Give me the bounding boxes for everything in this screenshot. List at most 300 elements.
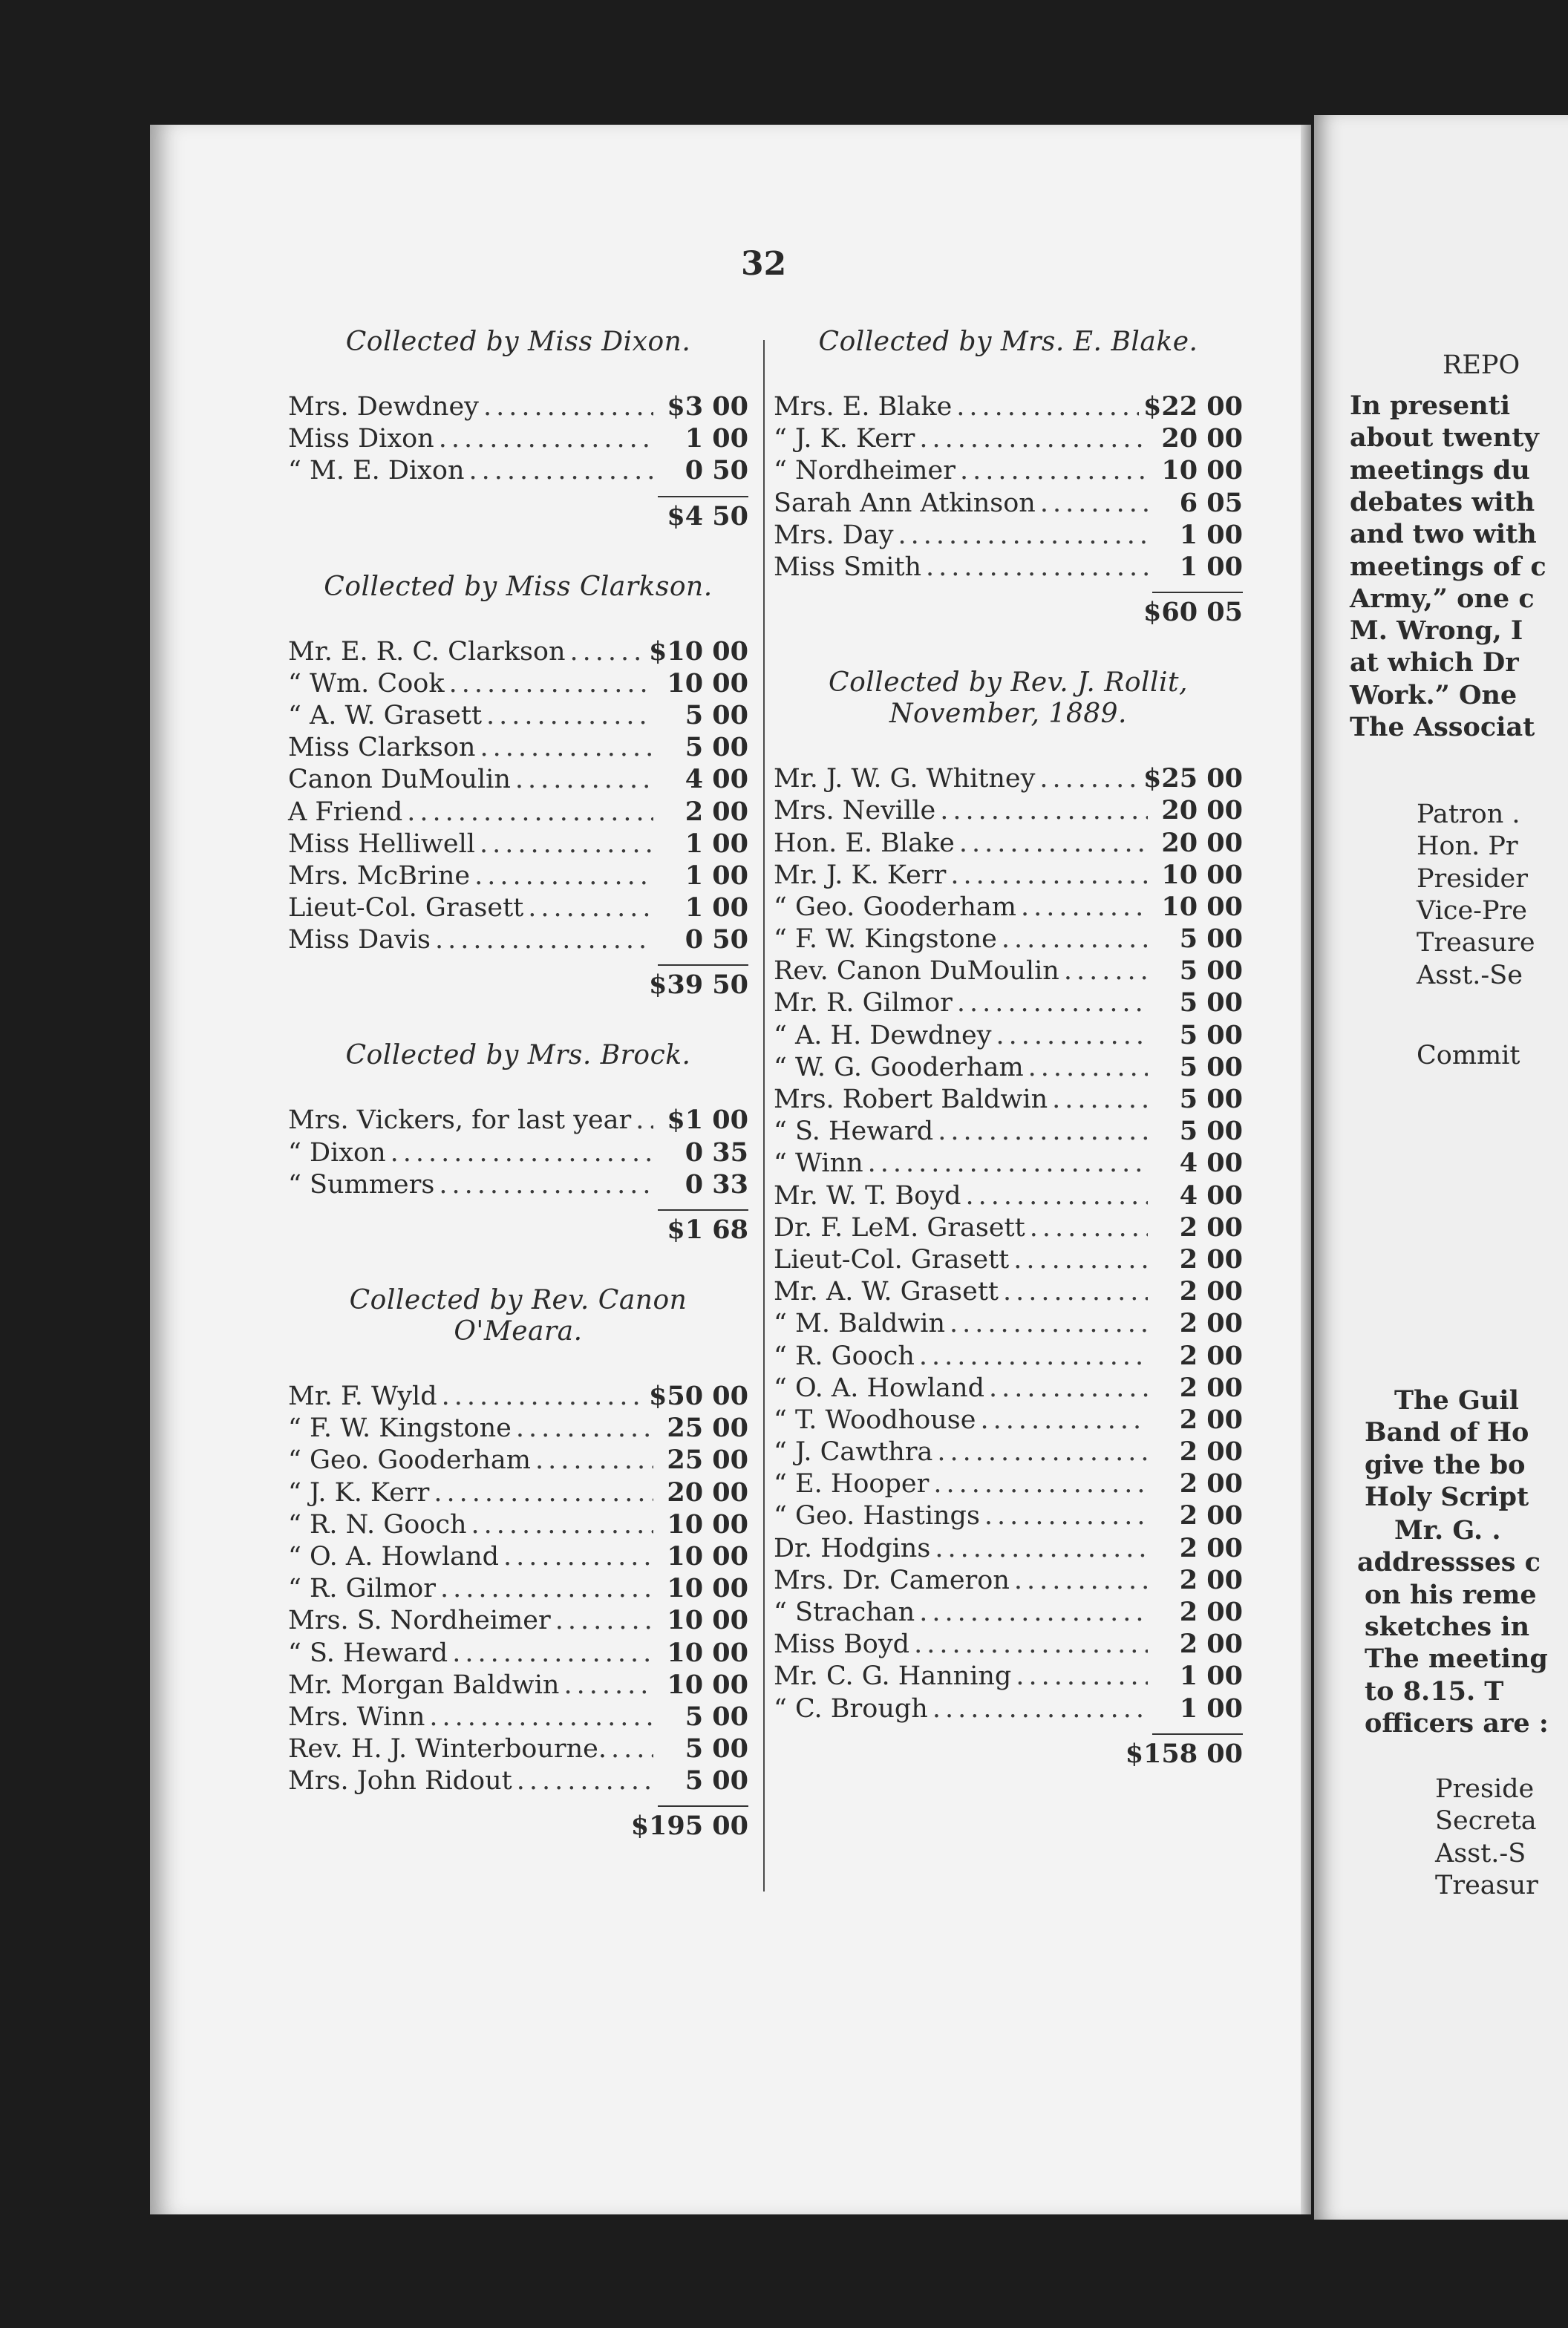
donor-name: Mrs. John Ridout — [288, 1766, 512, 1796]
dot-leader — [439, 423, 653, 455]
dot-leader — [1014, 1565, 1148, 1597]
donor-name: Mrs. S. Nordheimer — [288, 1606, 551, 1636]
dot-leader — [932, 1693, 1148, 1725]
donor-name: “ M. Baldwin — [774, 1309, 945, 1339]
dot-leader — [486, 700, 653, 732]
donation-amount: 10 00 — [667, 1669, 748, 1700]
donor-name: Rev. Canon DuMoulin — [774, 956, 1059, 987]
dot-leader — [960, 455, 1148, 487]
right-page-text-line: M. Wrong, I — [1350, 615, 1523, 646]
right-page-text-line: Asst.-Se — [1417, 961, 1523, 990]
donor-name: “ J. K. Kerr — [774, 424, 915, 454]
donation-amount: 4 00 — [1179, 1180, 1243, 1211]
right-page-text-line: debates with — [1350, 487, 1535, 517]
collection-section — [774, 327, 1243, 667]
list-item — [774, 762, 1243, 794]
list-item — [774, 1436, 1243, 1468]
dot-leader — [517, 1765, 653, 1797]
total-rule — [774, 1724, 1243, 1738]
right-page-text-line: Treasure — [1417, 928, 1535, 958]
dot-leader — [959, 828, 1148, 860]
dot-leader — [1002, 923, 1148, 955]
dot-leader — [919, 1341, 1148, 1373]
list-item — [774, 1083, 1243, 1115]
donation-amount: 5 00 — [1179, 1116, 1243, 1147]
dot-leader — [435, 924, 653, 956]
list-item — [774, 1596, 1243, 1628]
list-item — [774, 1340, 1243, 1372]
donor-name: “ O. A. Howland — [774, 1373, 984, 1403]
list-item — [288, 731, 748, 763]
right-page-text-line: meetings du — [1350, 455, 1530, 485]
donation-amount: 10 00 — [1161, 891, 1243, 922]
donation-amount: 10 00 — [667, 1573, 748, 1604]
list-item — [288, 454, 748, 486]
list-item — [774, 1307, 1243, 1339]
donation-amount: 1 00 — [1179, 551, 1243, 582]
dot-leader — [996, 1020, 1148, 1052]
donation-amount: 4 00 — [1179, 1148, 1243, 1179]
dot-leader — [966, 1180, 1148, 1212]
dot-leader — [1040, 488, 1148, 520]
dot-leader — [483, 391, 653, 423]
donation-amount: 2 00 — [1179, 1308, 1243, 1339]
donation-amount: 25 00 — [667, 1445, 748, 1476]
donor-name: “ Winn — [774, 1148, 863, 1179]
dot-leader — [611, 1733, 653, 1765]
list-item — [288, 1637, 748, 1669]
list-item — [774, 1500, 1243, 1531]
right-page-text-line: Vice-Pre — [1417, 896, 1527, 926]
dot-leader — [1013, 1244, 1148, 1276]
dot-leader — [407, 797, 653, 828]
donor-name: “ J. Cawthra — [774, 1437, 933, 1468]
donation-amount: 5 00 — [1179, 1051, 1243, 1082]
right-page-text-line: Work.” One — [1350, 680, 1518, 710]
list-item — [774, 519, 1243, 551]
donor-name: Mrs. McBrine — [288, 860, 471, 891]
list-item — [774, 551, 1243, 583]
donor-name: Mr. F. Wyld — [288, 1382, 437, 1411]
dot-leader — [555, 1605, 653, 1637]
dot-leader — [528, 892, 653, 924]
donation-amount: 2 00 — [1179, 1629, 1243, 1660]
donor-name: Lieut-Col. Grasett — [288, 893, 524, 923]
list-item — [774, 794, 1243, 826]
collection-section — [288, 327, 748, 572]
donor-name: “ J. K. Kerr — [288, 1477, 430, 1508]
list-item — [288, 1669, 748, 1701]
donor-name: “ A. W. Grasett — [288, 700, 483, 730]
donor-name: “ Wm. Cook — [288, 668, 445, 699]
list-item — [774, 422, 1243, 454]
total-rule — [288, 955, 748, 969]
donation-amount: 0 35 — [685, 1137, 748, 1168]
donor-name: “ W. G. Gooderham — [774, 1052, 1024, 1082]
right-page-text-line: REPO — [1443, 350, 1520, 380]
donation-amount: 2 00 — [1179, 1500, 1243, 1531]
donation-amount: 20 00 — [667, 1477, 748, 1508]
donor-name: Mr. R. Gilmor — [774, 988, 953, 1018]
dot-leader — [480, 828, 653, 860]
donation-amount: 2 00 — [1179, 1372, 1243, 1403]
list-item — [288, 1604, 748, 1636]
donor-name: Lieut-Col. Grasett — [774, 1244, 1010, 1275]
donor-name: Hon. E. Blake — [774, 828, 955, 858]
donor-name: “ Dixon — [288, 1137, 386, 1168]
donor-name: Miss Davis — [288, 925, 431, 955]
total-rule — [288, 487, 748, 500]
dot-leader — [1052, 1084, 1148, 1116]
donor-name: Mrs. Day — [774, 520, 894, 550]
list-item — [774, 1628, 1243, 1660]
donor-name: Dr. F. LeM. Grasett — [774, 1212, 1025, 1243]
donor-name: “ Geo. Gooderham — [288, 1445, 531, 1476]
dot-leader — [937, 1436, 1148, 1468]
list-item — [288, 1508, 748, 1540]
donor-name: Mrs. E. Blake — [774, 392, 953, 422]
donation-amount: 2 00 — [1179, 1340, 1243, 1371]
total-rule — [288, 1796, 748, 1810]
donation-amount: 25 00 — [667, 1413, 748, 1444]
dot-leader — [1064, 955, 1148, 987]
dot-leader — [452, 1638, 653, 1670]
dot-leader — [938, 1116, 1148, 1148]
donor-name: Mrs. Dr. Cameron — [774, 1565, 1010, 1595]
section-total: $60 05 — [1143, 597, 1243, 628]
section-heading: Collected by Mrs. Brock. — [345, 1040, 691, 1071]
dot-leader — [564, 1670, 653, 1701]
list-item — [774, 955, 1243, 987]
right-page-text-line: The Guil — [1394, 1385, 1519, 1416]
donation-amount: 10 00 — [667, 667, 748, 699]
list-item — [288, 1701, 748, 1733]
donor-name: “ Geo. Gooderham — [774, 892, 1016, 922]
donor-name: Mrs. Dewdney — [288, 392, 479, 422]
list-item — [288, 1444, 748, 1476]
donation-amount: 4 00 — [685, 764, 748, 795]
dot-leader — [919, 423, 1148, 455]
donor-name: Mr. J. W. G. Whitney — [774, 764, 1036, 794]
collection-section — [288, 1285, 748, 1847]
right-page-text-line: The Associat — [1350, 712, 1535, 742]
donation-amount: 1 00 — [1179, 1661, 1243, 1692]
dot-leader — [442, 1381, 644, 1413]
donor-name: Mr. W. T. Boyd — [774, 1180, 961, 1211]
total-rule — [288, 1200, 748, 1214]
section-heading: Collected by Rev. J. Rollit, November, 1889. — [829, 667, 1188, 730]
list-item — [774, 827, 1243, 859]
donor-name: Mr. E. R. C. Clarkson — [288, 636, 566, 667]
dot-leader — [933, 1468, 1148, 1500]
list-item — [774, 1243, 1243, 1275]
section-heading: Collected by Miss Dixon. — [345, 327, 691, 357]
section-spacer — [288, 537, 748, 572]
donation-amount: $3 00 — [667, 391, 748, 422]
donation-amount: 2 00 — [1179, 1597, 1243, 1627]
donation-amount: 0 33 — [685, 1168, 748, 1200]
donation-amount: 1 00 — [685, 860, 748, 891]
right-page-text-line: to 8.15. T — [1365, 1676, 1504, 1707]
list-item — [774, 1275, 1243, 1307]
donor-name: Canon DuMoulin — [288, 765, 511, 795]
donation-amount: 10 00 — [667, 1605, 748, 1636]
donation-amount: 5 00 — [1179, 923, 1243, 955]
donor-name: “ R. Gooch — [774, 1341, 915, 1371]
donor-name: Mrs. Robert Baldwin — [774, 1085, 1048, 1114]
dot-leader — [950, 860, 1148, 892]
right-page-text-line: Presider — [1417, 864, 1528, 894]
dot-leader — [1021, 892, 1148, 923]
collection-section — [774, 667, 1243, 1775]
donor-name: “ O. A. Howland — [288, 1541, 499, 1572]
donor-name: Mrs. Winn — [288, 1701, 425, 1732]
donor-name: Miss Helliwell — [288, 828, 475, 859]
donor-name: Miss Dixon — [288, 424, 434, 454]
list-item — [774, 1532, 1243, 1564]
list-item — [774, 487, 1243, 519]
section-total: $195 00 — [630, 1811, 748, 1842]
dot-leader — [1016, 1661, 1148, 1693]
donor-name: “ S. Heward — [774, 1116, 934, 1147]
list-item — [288, 892, 748, 923]
list-item — [774, 1212, 1243, 1243]
donation-amount: 2 00 — [685, 796, 748, 827]
collection-section — [288, 1040, 748, 1285]
donation-amount: 5 00 — [685, 1733, 748, 1765]
dot-leader — [469, 455, 653, 487]
total-rule — [774, 583, 1243, 596]
donor-name: “ S. Heward — [288, 1638, 448, 1668]
list-item — [288, 1412, 748, 1444]
donor-name: “ Strachan — [774, 1598, 915, 1627]
donation-amount: 6 05 — [1179, 487, 1243, 518]
list-item — [288, 923, 748, 955]
donor-name: Rev. H. J. Winterbourne. — [288, 1734, 607, 1765]
right-page-text-line: officers are : — [1365, 1708, 1549, 1739]
dot-leader — [449, 668, 653, 700]
list-item — [774, 454, 1243, 486]
right-page-text-line: Secreta — [1435, 1806, 1537, 1836]
section-total: $1 68 — [667, 1214, 748, 1245]
right-page-text-line: In presenti — [1350, 390, 1511, 421]
dot-leader — [480, 732, 653, 764]
list-item — [288, 1168, 748, 1200]
donation-amount: 5 00 — [685, 1701, 748, 1732]
donation-amount: 1 00 — [685, 828, 748, 859]
list-item — [288, 699, 748, 731]
dot-leader — [950, 1308, 1148, 1340]
page-number: 32 — [741, 245, 787, 283]
list-item — [774, 390, 1243, 422]
list-item — [288, 860, 748, 892]
donation-amount: 5 00 — [1179, 987, 1243, 1018]
dot-leader — [989, 1373, 1148, 1405]
right-page-text-line: Commit — [1417, 1041, 1520, 1070]
right-page-text-line: give the bo — [1365, 1450, 1526, 1480]
donation-amount: $22 00 — [1143, 391, 1243, 422]
list-item — [774, 1051, 1243, 1083]
donation-amount: 10 00 — [667, 1540, 748, 1572]
dot-leader — [391, 1137, 653, 1169]
right-page-text-line: Asst.-S — [1435, 1839, 1526, 1868]
donation-amount: 1 00 — [1179, 519, 1243, 550]
donor-name: “ R. Gilmor — [288, 1574, 436, 1604]
donation-amount: 2 00 — [1179, 1532, 1243, 1563]
donation-amount: 0 50 — [685, 924, 748, 955]
donation-amount: 2 00 — [1179, 1564, 1243, 1595]
dot-leader — [898, 520, 1148, 552]
donation-amount: 2 00 — [1179, 1404, 1243, 1435]
section-total: $158 00 — [1125, 1738, 1243, 1769]
donation-amount: 10 00 — [667, 1637, 748, 1668]
list-item — [288, 1380, 748, 1412]
donation-amount: 2 00 — [1179, 1468, 1243, 1500]
donation-amount: 0 50 — [685, 455, 748, 486]
donor-name: “ Geo. Hastings — [774, 1501, 980, 1531]
donor-name: Miss Boyd — [774, 1629, 910, 1660]
list-item — [288, 1540, 748, 1572]
list-item — [774, 859, 1243, 891]
dot-leader — [429, 1701, 653, 1733]
dot-leader — [503, 1541, 653, 1573]
dot-leader — [570, 636, 645, 668]
section-total: $4 50 — [667, 500, 748, 532]
list-item — [774, 1372, 1243, 1404]
list-item — [288, 667, 748, 699]
list-item — [288, 1104, 748, 1136]
donor-name: Miss Clarkson — [288, 733, 476, 763]
donation-amount: 2 00 — [1179, 1243, 1243, 1275]
dot-leader — [957, 987, 1148, 1019]
list-item — [288, 1733, 748, 1765]
dot-leader — [439, 1169, 653, 1201]
right-page-text-line: Treasur — [1435, 1871, 1538, 1900]
donor-name: Mrs. Neville — [774, 796, 936, 826]
dot-leader — [984, 1500, 1148, 1532]
right-page-text-line: Mr. G. . — [1394, 1515, 1501, 1546]
list-item — [774, 1660, 1243, 1692]
dot-leader — [1028, 1052, 1148, 1084]
right-page-text-line: Band of Ho — [1365, 1417, 1529, 1448]
list-item — [288, 796, 748, 828]
dot-leader — [515, 764, 653, 796]
dot-leader — [1003, 1276, 1148, 1308]
section-spacer — [288, 1251, 748, 1285]
right-page-text-line: Hon. Pr — [1417, 831, 1518, 861]
dot-leader — [474, 860, 653, 892]
list-item — [774, 1180, 1243, 1212]
donation-amount: 5 00 — [1179, 1084, 1243, 1114]
donation-amount: 10 00 — [1161, 859, 1243, 890]
dot-leader — [956, 391, 1139, 423]
list-item — [774, 1404, 1243, 1436]
right-page-text-line: on his reme — [1365, 1580, 1537, 1610]
right-page-text-line: Holy Script — [1365, 1482, 1529, 1512]
donation-amount: 5 00 — [685, 732, 748, 763]
donor-name: Sarah Ann Atkinson — [774, 488, 1036, 518]
dot-leader — [919, 1597, 1148, 1629]
section-heading: Collected by Mrs. E. Blake. — [818, 327, 1198, 357]
list-item — [774, 1468, 1243, 1500]
donation-amount: 20 00 — [1161, 827, 1243, 858]
donation-amount: 1 00 — [1179, 1693, 1243, 1724]
list-item — [288, 1137, 748, 1168]
right-page-text-line: The meeting — [1365, 1644, 1548, 1674]
list-item — [774, 1693, 1243, 1724]
donor-name: “ T. Woodhouse — [774, 1405, 976, 1435]
donation-amount: 5 00 — [685, 699, 748, 730]
dot-leader — [636, 1105, 653, 1137]
donation-amount: 5 00 — [1179, 1019, 1243, 1050]
list-item — [774, 1147, 1243, 1179]
dot-leader — [516, 1413, 653, 1445]
donor-name: Dr. Hodgins — [774, 1533, 931, 1563]
donor-name: “ Summers — [288, 1169, 435, 1200]
list-item — [774, 1564, 1243, 1596]
donor-name: “ M. E. Dixon — [288, 456, 465, 486]
section-spacer — [288, 1006, 748, 1040]
left-column — [288, 327, 748, 1847]
right-page-text-line: Patron . — [1417, 800, 1520, 829]
donation-amount: $10 00 — [649, 635, 748, 667]
list-item — [288, 390, 748, 422]
right-page-text-line: about twenty — [1350, 422, 1539, 453]
list-item — [288, 635, 748, 667]
section-heading: Collected by Miss Clarkson. — [324, 571, 713, 602]
donation-amount: 2 00 — [1179, 1212, 1243, 1243]
donation-amount: 5 00 — [1179, 955, 1243, 987]
list-item — [288, 1765, 748, 1796]
donor-name: Mr. J. K. Kerr — [774, 860, 947, 890]
donor-name: “ Nordheimer — [774, 456, 956, 486]
donation-amount: 1 00 — [685, 423, 748, 454]
dot-leader — [471, 1509, 653, 1541]
dot-leader — [868, 1148, 1148, 1180]
column-divider — [763, 340, 765, 1892]
list-item — [774, 891, 1243, 923]
right-page-text-line: and two with — [1350, 519, 1537, 549]
dot-leader — [434, 1477, 653, 1509]
donor-name: “ A. H. Dewdney — [774, 1020, 992, 1050]
right-column — [774, 327, 1243, 1775]
donor-name: Mrs. Vickers, for last year — [288, 1105, 632, 1136]
dot-leader — [926, 552, 1148, 583]
donor-name: A Friend — [288, 797, 403, 827]
donation-amount: 5 00 — [685, 1765, 748, 1796]
donation-amount: $25 00 — [1143, 763, 1243, 794]
donation-amount: 10 00 — [667, 1508, 748, 1540]
donation-amount: 1 00 — [685, 892, 748, 923]
dot-leader — [914, 1629, 1148, 1661]
donation-amount: $50 00 — [649, 1381, 748, 1411]
donor-name: “ R. N. Gooch — [288, 1509, 467, 1540]
page-gutter — [1301, 125, 1311, 2214]
list-item — [288, 763, 748, 795]
list-item — [774, 987, 1243, 1018]
list-item — [288, 1477, 748, 1508]
donor-name: Miss Smith — [774, 552, 922, 582]
list-item — [288, 1572, 748, 1604]
list-item — [774, 1115, 1243, 1147]
donor-name: Mr. C. G. Hanning — [774, 1661, 1012, 1692]
list-item — [774, 1019, 1243, 1051]
donor-name: Mr. Morgan Baldwin — [288, 1670, 560, 1700]
donation-amount: 10 00 — [1161, 455, 1243, 486]
donor-name: “ C. Brough — [774, 1693, 928, 1724]
right-page-text-line: at which Dr — [1350, 647, 1519, 678]
right-page-text-line: Preside — [1435, 1774, 1535, 1804]
